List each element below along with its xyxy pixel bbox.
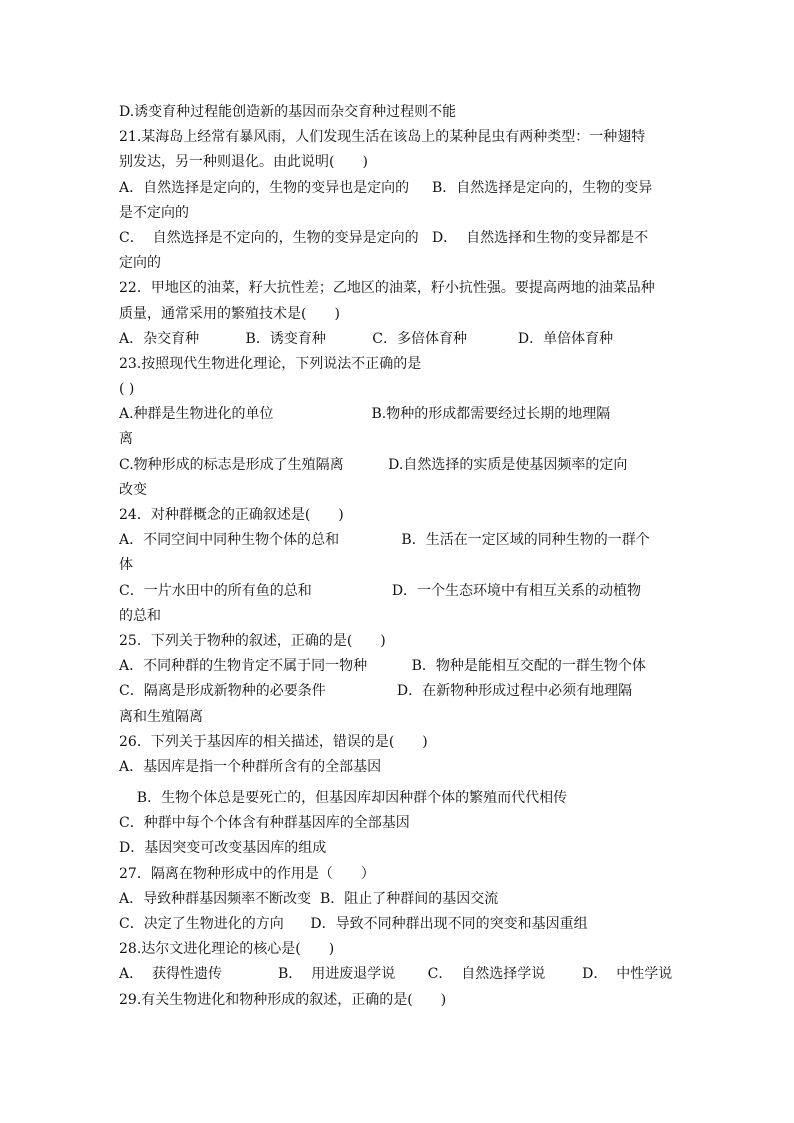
text-line: ( ) — [119, 381, 135, 398]
question-23-options-ab: A.种群是生物进化的单位 B.物种的形成都需要经过长期的地理隔 — [119, 406, 611, 423]
question-25-stem: 25．下列关于物种的叙述，正确的是( ) — [119, 632, 386, 649]
question-26-stem: 26．下列关于基因库的相关描述，错误的是( ) — [119, 733, 428, 750]
question-21-options-ab: A．自然选择是定向的，生物的变异也是定向的 B．自然选择是定向的，生物的变异 — [119, 179, 653, 196]
document-page — [119, 100, 679, 1013]
text-line: 的总和 — [119, 607, 161, 624]
text-line: 是不定向的 — [119, 204, 189, 221]
question-28-options: A． 获得性遗传 B． 用进废退学说 C． 自然选择学说 D． 中性学说 — [119, 966, 673, 983]
question-23-stem: 23.按照现代生物进化理论，下列说法不正确的是 — [119, 355, 422, 372]
question-22-stem: 22．甲地区的油菜，籽大抗性差；乙地区的油菜，籽小抗性强。要提高两地的油菜品种 — [119, 280, 655, 297]
text-line: 改变 — [119, 481, 147, 498]
text-line: 离 — [119, 431, 133, 448]
text-line: 定向的 — [119, 255, 161, 272]
question-25-options-cd: C．隔离是形成新物种的必要条件 D．在新物种形成过程中必须有地理隔 — [119, 683, 633, 700]
text-line: D.诱变育种过程能创造新的基因而杂交育种过程则不能 — [119, 104, 457, 120]
text-line: 体 — [119, 557, 133, 574]
question-29-stem: 29.有关生物进化和物种形成的叙述，正确的是( ) — [119, 991, 447, 1008]
question-24-stem: 24．对种群概念的正确叙述是( ) — [119, 507, 344, 523]
question-27-options-cd: C．决定了生物进化的方向 D．导致不同种群出现不同的突变和基因重组 — [119, 916, 588, 932]
question-26-option-b: B．生物个体总是要死亡的，但基因库却因种群个体的繁殖而代代相传 — [119, 790, 568, 807]
question-22-options: A．杂交育种 B．诱变育种 C．多倍体育种 D．单倍体育种 — [119, 330, 614, 347]
question-24-options-cd: C．一片水田中的所有鱼的总和 D．一个生态环境中有相互关系的动植物 — [119, 582, 642, 599]
question-26-option-c: C．种群中每个个体含有种群基因库的全部基因 — [119, 815, 410, 832]
question-25-options-ab: A．不同种群的生物肯定不属于同一物种 B．物种是能相互交配的一群生物个体 — [119, 658, 646, 675]
question-26-option-a: A．基因库是指一个种群所含有的全部基因 — [119, 758, 382, 775]
question-28-stem: 28.达尔文进化理论的核心是( ) — [119, 941, 335, 958]
text-line: 别发达，另一种则退化。由此说明( ) — [119, 154, 368, 171]
question-24-options-ab: A．不同空间中同种生物个体的总和 B．生活在一定区域的同种生物的一群个 — [119, 532, 650, 549]
text-line: 质量，通常采用的繁殖技术是( ) — [119, 305, 340, 322]
question-23-options-cd: C.物种形成的标志是形成了生殖隔离 D.自然选择的实质是使基因频率的定向 — [119, 456, 628, 473]
question-21-stem: 21.某海岛上经常有暴风雨，人们发现生活在该岛上的某种昆虫有两种类型：一种翅特 — [119, 129, 646, 146]
question-21-options-cd: C． 自然选择是不定向的，生物的变异是定向的 D． 自然选择和生物的变异都是不 — [119, 229, 649, 246]
question-27-options-ab: A．导致种群基因频率不断改变 B．阻止了种群间的基因交流 — [119, 890, 499, 907]
question-26-option-d: D．基因突变可改变基因库的组成 — [119, 840, 327, 857]
question-27-stem: 27．隔离在物种形成中的作用是（ ） — [119, 865, 375, 882]
text-line: 离和生殖隔离 — [119, 708, 203, 725]
